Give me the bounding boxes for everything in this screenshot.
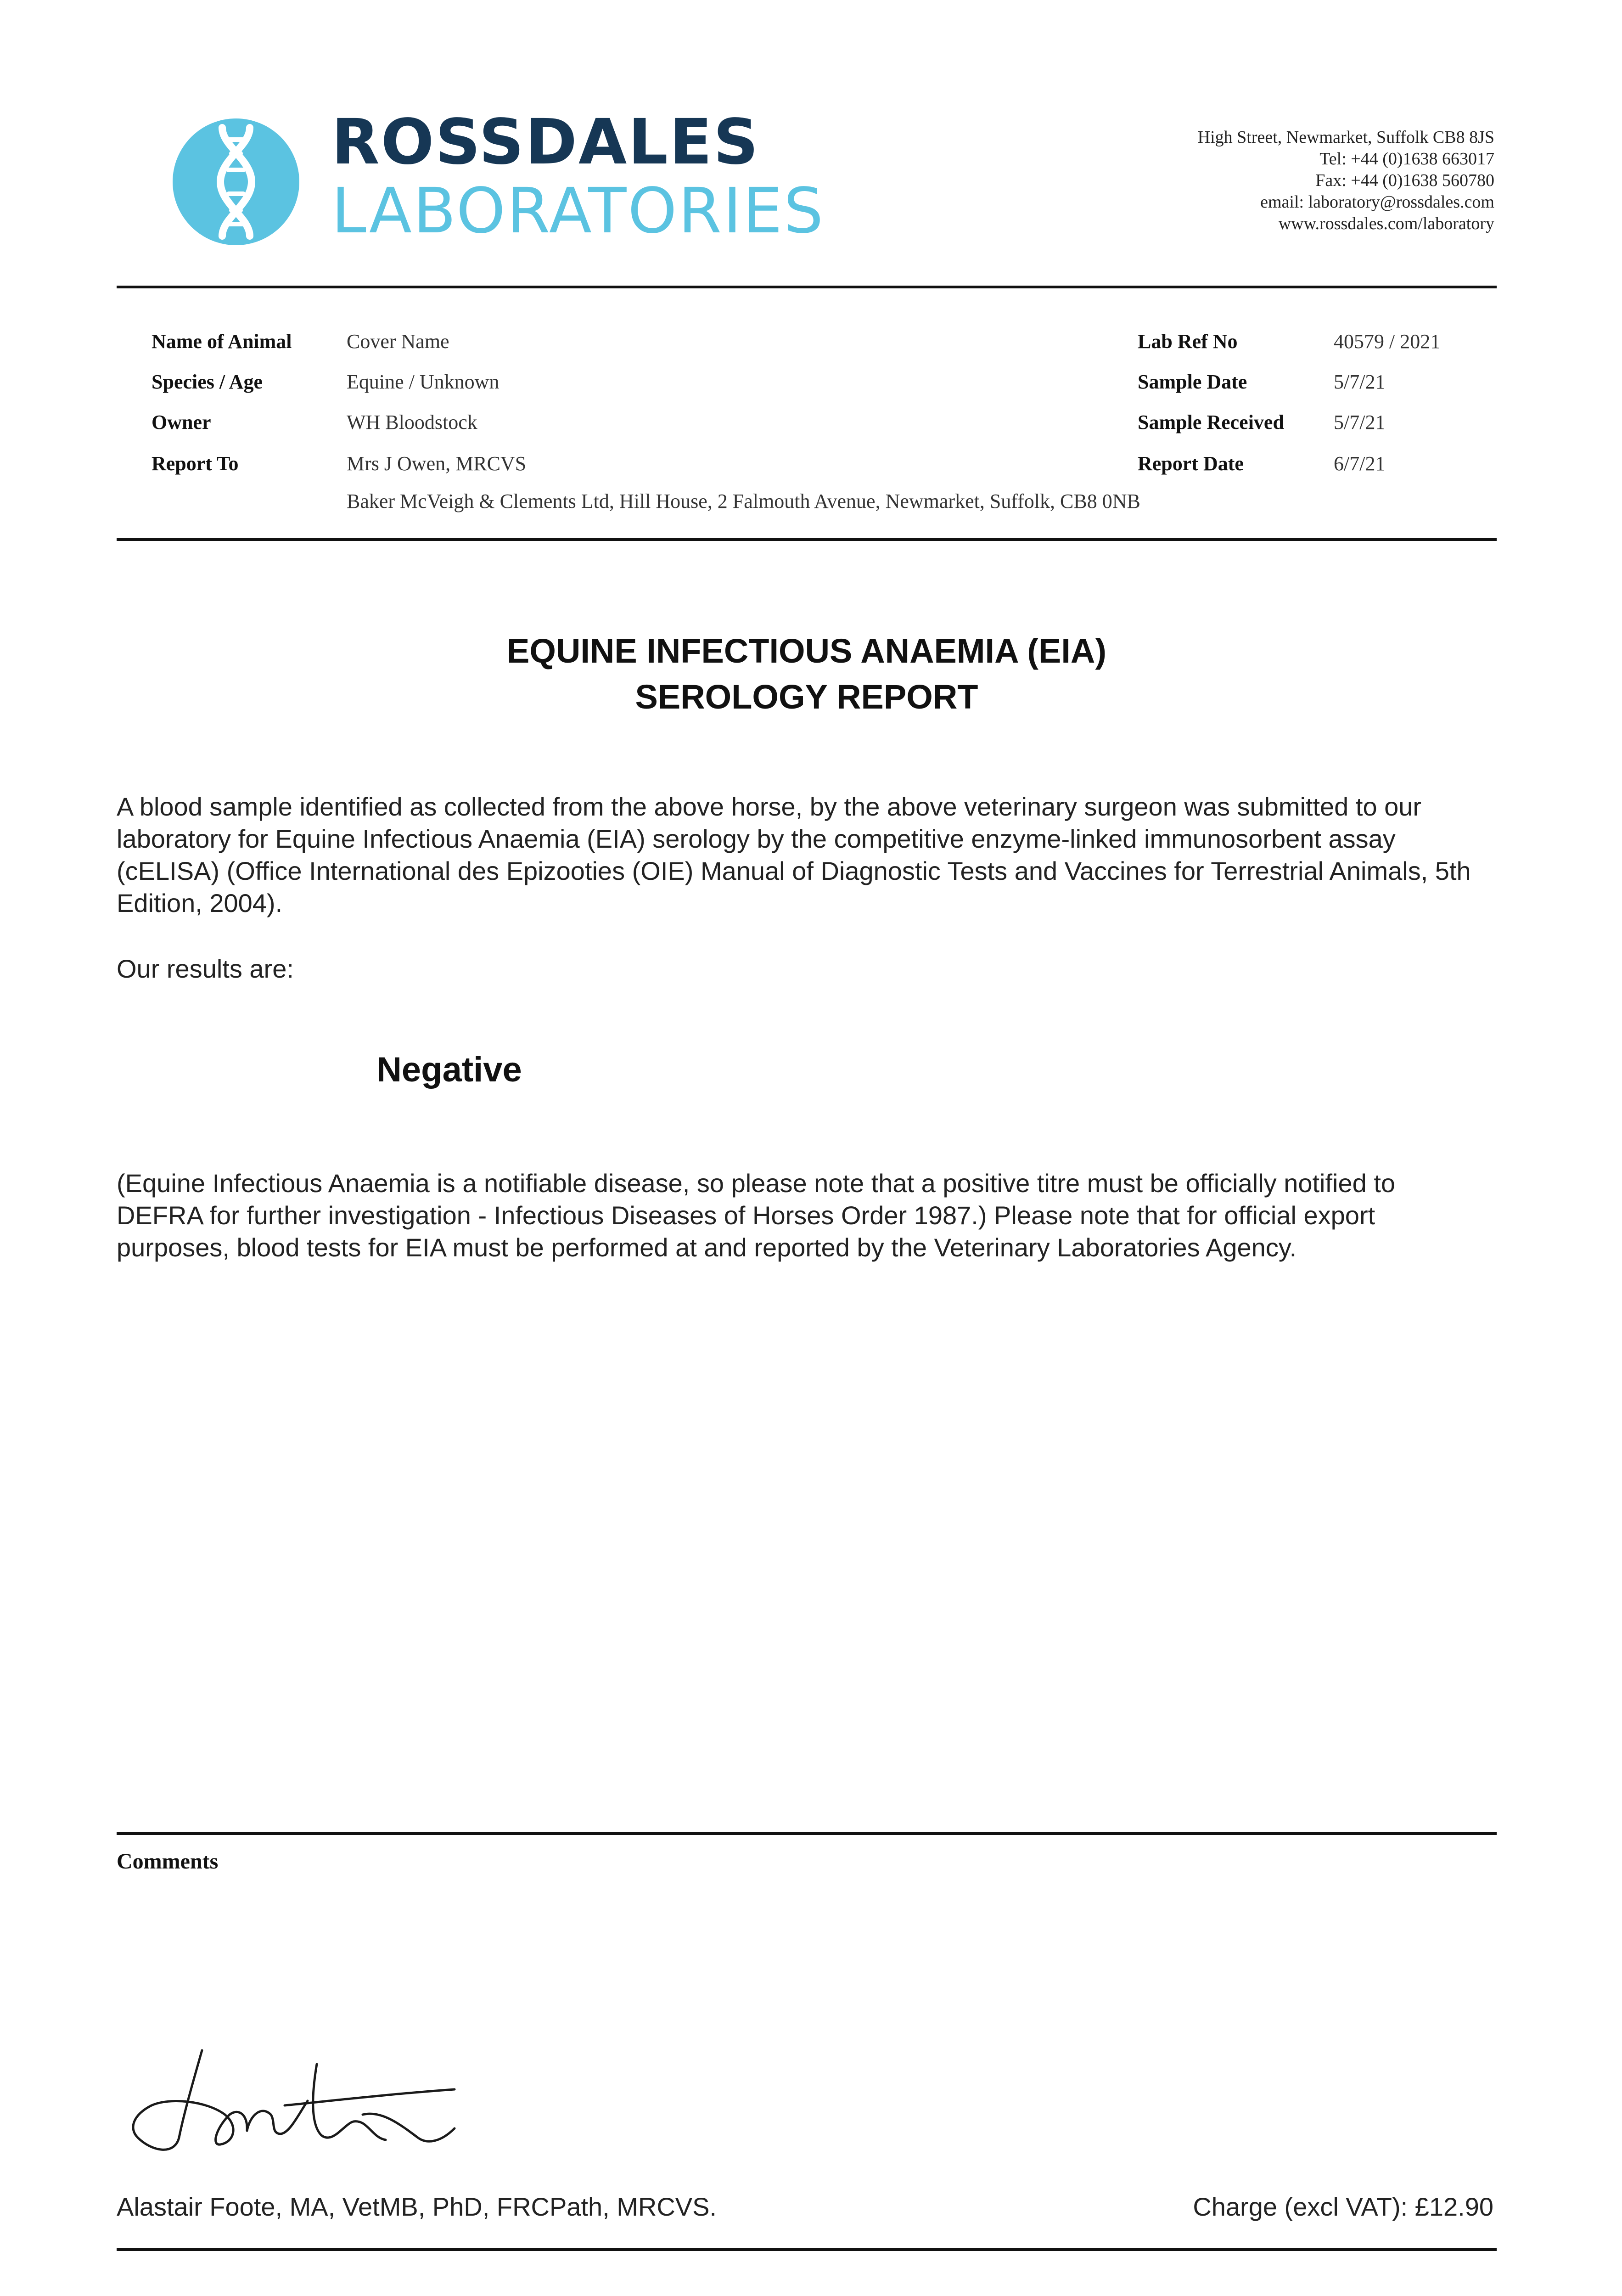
- report-title-line2: SEROLOGY REPORT: [635, 678, 978, 716]
- comments-divider: [117, 1832, 1497, 1835]
- report-to-address: Baker McVeigh & Clements Ltd, Hill House, 2 Falmouth Avenue, Newmarket, Suffolk, CB8 0NB: [347, 490, 1140, 512]
- report-note-line: DEFRA for further investigation - Infectious Diseases of Horses Order 1987.) Please note that for official export: [117, 1201, 1375, 1230]
- comments-label: Comments: [117, 1849, 219, 1874]
- contact-fax: Fax: +44 (0)1638 560780: [1315, 171, 1494, 190]
- signature: [124, 2046, 473, 2167]
- signatory-name: Alastair Foote, MA, VetMB, PhD, FRCPath, MRCVS.: [117, 2192, 717, 2221]
- sample-date-label: Sample Date: [1138, 371, 1247, 393]
- logo-badge: [173, 118, 299, 245]
- lab-ref-label: Lab Ref No: [1138, 330, 1238, 353]
- report-title-line1: EQUINE INFECTIOUS ANAEMIA (EIA): [507, 632, 1106, 670]
- contact-address: High Street, Newmarket, Suffolk CB8 8JS: [1197, 128, 1494, 147]
- animal-name-value: Cover Name: [347, 330, 449, 353]
- brand-subtitle: LABORATORIES: [331, 175, 825, 248]
- report-intro-line: Edition, 2004).: [117, 889, 283, 917]
- result-value: Negative: [376, 1050, 522, 1089]
- report-title: [117, 628, 1497, 720]
- report-intro-line: A blood sample identified as collected from the above horse, by the above veterinary surgeon was submitted to our: [117, 792, 1422, 821]
- report-note-line: (Equine Infectious Anaemia is a notifiable disease, so please note that a positive titre must be officially notified to: [117, 1169, 1396, 1198]
- contact-email: email: laboratory@rossdales.com: [1260, 192, 1494, 212]
- charge-amount: Charge (excl VAT): £12.90: [1193, 2192, 1493, 2221]
- species-age-value: Equine / Unknown: [347, 371, 500, 393]
- sample-date-value: 5/7/21: [1334, 371, 1386, 393]
- report-to-value: Mrs J Owen, MRCVS: [347, 452, 527, 475]
- lab-ref-value: 40579 / 2021: [1334, 330, 1441, 353]
- report-date-value: 6/7/21: [1334, 452, 1386, 475]
- report-intro: [117, 791, 1497, 919]
- report-date-label: Report Date: [1138, 452, 1244, 475]
- report-intro-line: (cELISA) (Office International des Epizooties (OIE) Manual of Diagnostic Tests and Vaccines for Terrestrial Animals, 5th: [117, 856, 1471, 885]
- report-note-line: purposes, blood tests for EIA must be performed at and reported by the Veterinary Laboratories Agency.: [117, 1233, 1297, 1262]
- animal-name-label: Name of Animal: [152, 330, 292, 353]
- report-to-label: Report To: [152, 452, 239, 475]
- contact-website: www.rossdales.com/laboratory: [1278, 214, 1494, 233]
- header-divider: [117, 286, 1497, 288]
- report-intro-line: laboratory for Equine Infectious Anaemia (EIA) serology by the competitive enzyme-linked immunosorbent assay: [117, 824, 1396, 853]
- contact-tel: Tel: +44 (0)1638 663017: [1319, 149, 1494, 169]
- report-note: [117, 1167, 1497, 1264]
- results-intro: Our results are:: [117, 954, 294, 983]
- sample-received-label: Sample Received: [1138, 411, 1284, 433]
- sample-received-value: 5/7/21: [1334, 411, 1386, 433]
- owner-label: Owner: [152, 411, 211, 433]
- brand-name: ROSSDALES: [331, 106, 760, 179]
- footer-divider: [117, 2248, 1497, 2251]
- owner-value: WH Bloodstock: [347, 411, 477, 433]
- species-age-label: Species / Age: [152, 371, 263, 393]
- details-divider: [117, 538, 1497, 541]
- dna-helix-icon: [173, 118, 299, 245]
- contact-block: [1198, 127, 1494, 235]
